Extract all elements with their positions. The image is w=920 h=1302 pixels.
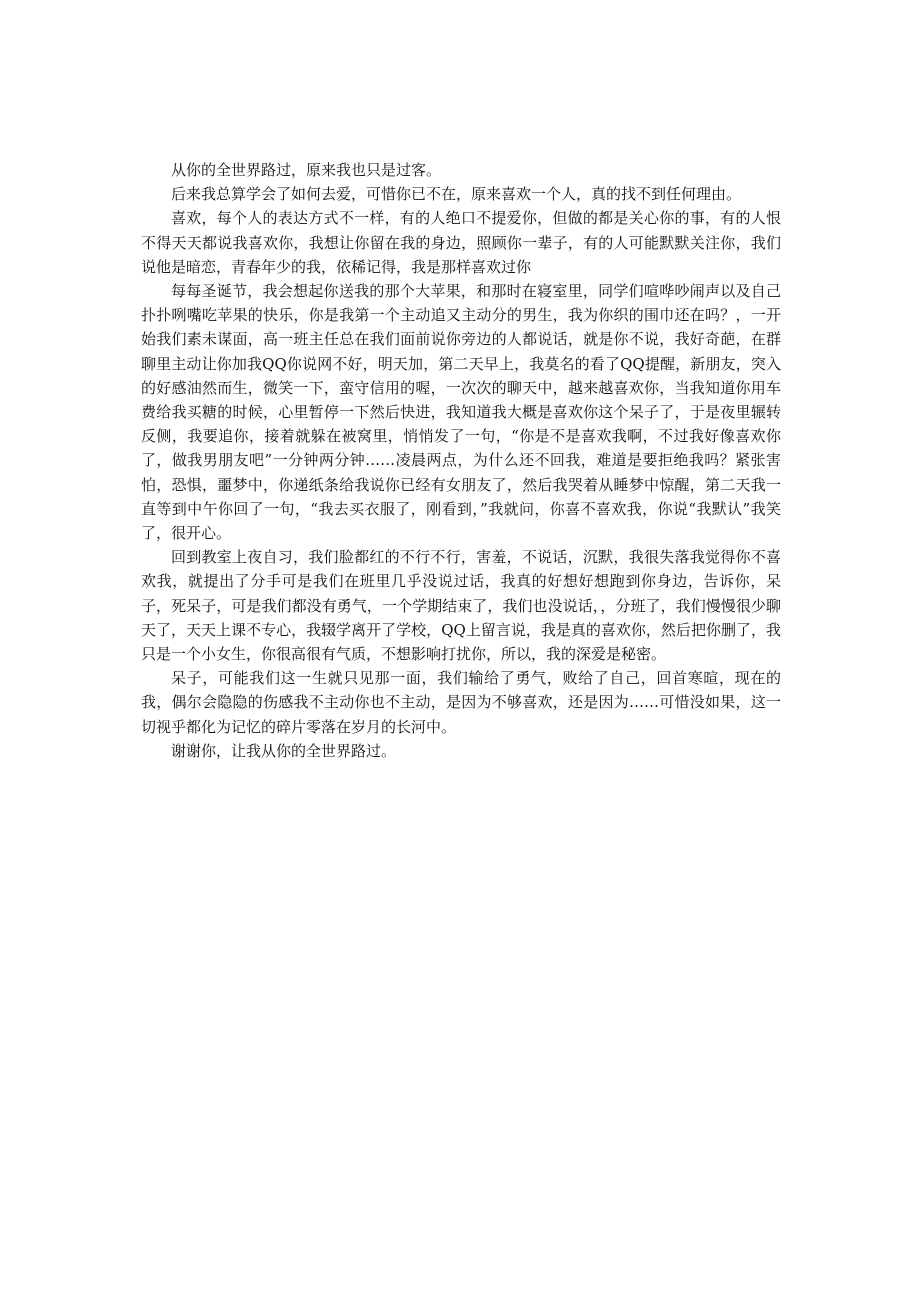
paragraph-2: 后来我总算学会了如何去爱，可惜你已不在，原来喜欢一个人，真的找不到任何理由。 [171, 185, 742, 204]
paragraph-5: 回到教室上夜自习，我们脸都红的不行不行，害羞，不说话，沉默，我很失落我觉得你不喜欢我，就提出了分手可是我们在班里几乎没说过话，我真的好想好想跑到你身边，告诉你，呆子，死呆子，可是我们都没有勇气，一个学期结束了，我们也没说话，，分班了，我们慢慢很少聊天了，天天上课不专心，我辍学离开了学校，QQ上留言说，我是真的喜欢你，然后把你删了，我只是一个小女生，你很高很有气质，不想影响打扰你，所以，我的深爱是秘密。 [141, 548, 781, 664]
paragraph-6: 呆子，可能我们这一生就只见那一面，我们输给了勇气，败给了自己，回首寒暄，现在的我，偶尔会隐隐的伤感我不主动你也不主动，是因为不够喜欢，还是因为……可惜没如果，这一切视乎都化为记忆的碎片零落在岁月的长河中。 [141, 669, 781, 736]
paragraph-1: 从你的全世界路过，原来我也只是过客。 [171, 161, 442, 179]
paragraph-7: 谢谢你，让我从你的全世界路过。 [171, 741, 397, 760]
paragraph-4: 每每圣诞节，我会想起你送我的那个大苹果，和那时在寝室里，同学们喧哗吵闹声以及自己扑扑咧嘴吃苹果的快乐，你是我第一个主动追又主动分的男生，我为你织的围巾还在吗？，一开始我们素未谋面，高一班主任总在我们面前说你旁边的人都说话，就是你不说，我好奇葩，在群聊里主动让你加我QQ你说网不好，明天加，第二天早上，我莫名的看了QQ提醒，新朋友，突入的好感油然而生，微笑一下，蛮守信用的喔，一次次的聊天中，越来越喜欢你，当我知道你用车费给我买糖的时候，心里暂停一下然后快进，我知道我大概是喜欢你这个呆子了，于是夜里辗转反侧，我要追你，接着就躲在被窝里，悄悄发了一句，“你是不是喜欢我啊，不过我好像喜欢你了，做我男朋友吧”一分钟两分钟……凌晨两点，为什么还不回我，难道是要拒绝我吗？紧张害怕，恐惧，噩梦中，你递纸条给我说你已经有女朋友了，然后我哭着从睡梦中惊醒，第二天我一直等到中午你回了一句，“我去买衣服了，刚看到，”我就问，你喜不喜欢我，你说“我默认”我笑了，很开心。 [141, 282, 781, 543]
document-body [141, 158, 781, 763]
paragraph-3: 喜欢，每个人的表达方式不一样，有的人绝口不提爱你，但做的都是关心你的事，有的人恨不得天天都说我喜欢你，我想让你留在我的身边，照顾你一辈子，有的人可能默默关注你，我们说他是暗恋，青春年少的我，依稀记得，我是那样喜欢过你 [141, 209, 781, 276]
